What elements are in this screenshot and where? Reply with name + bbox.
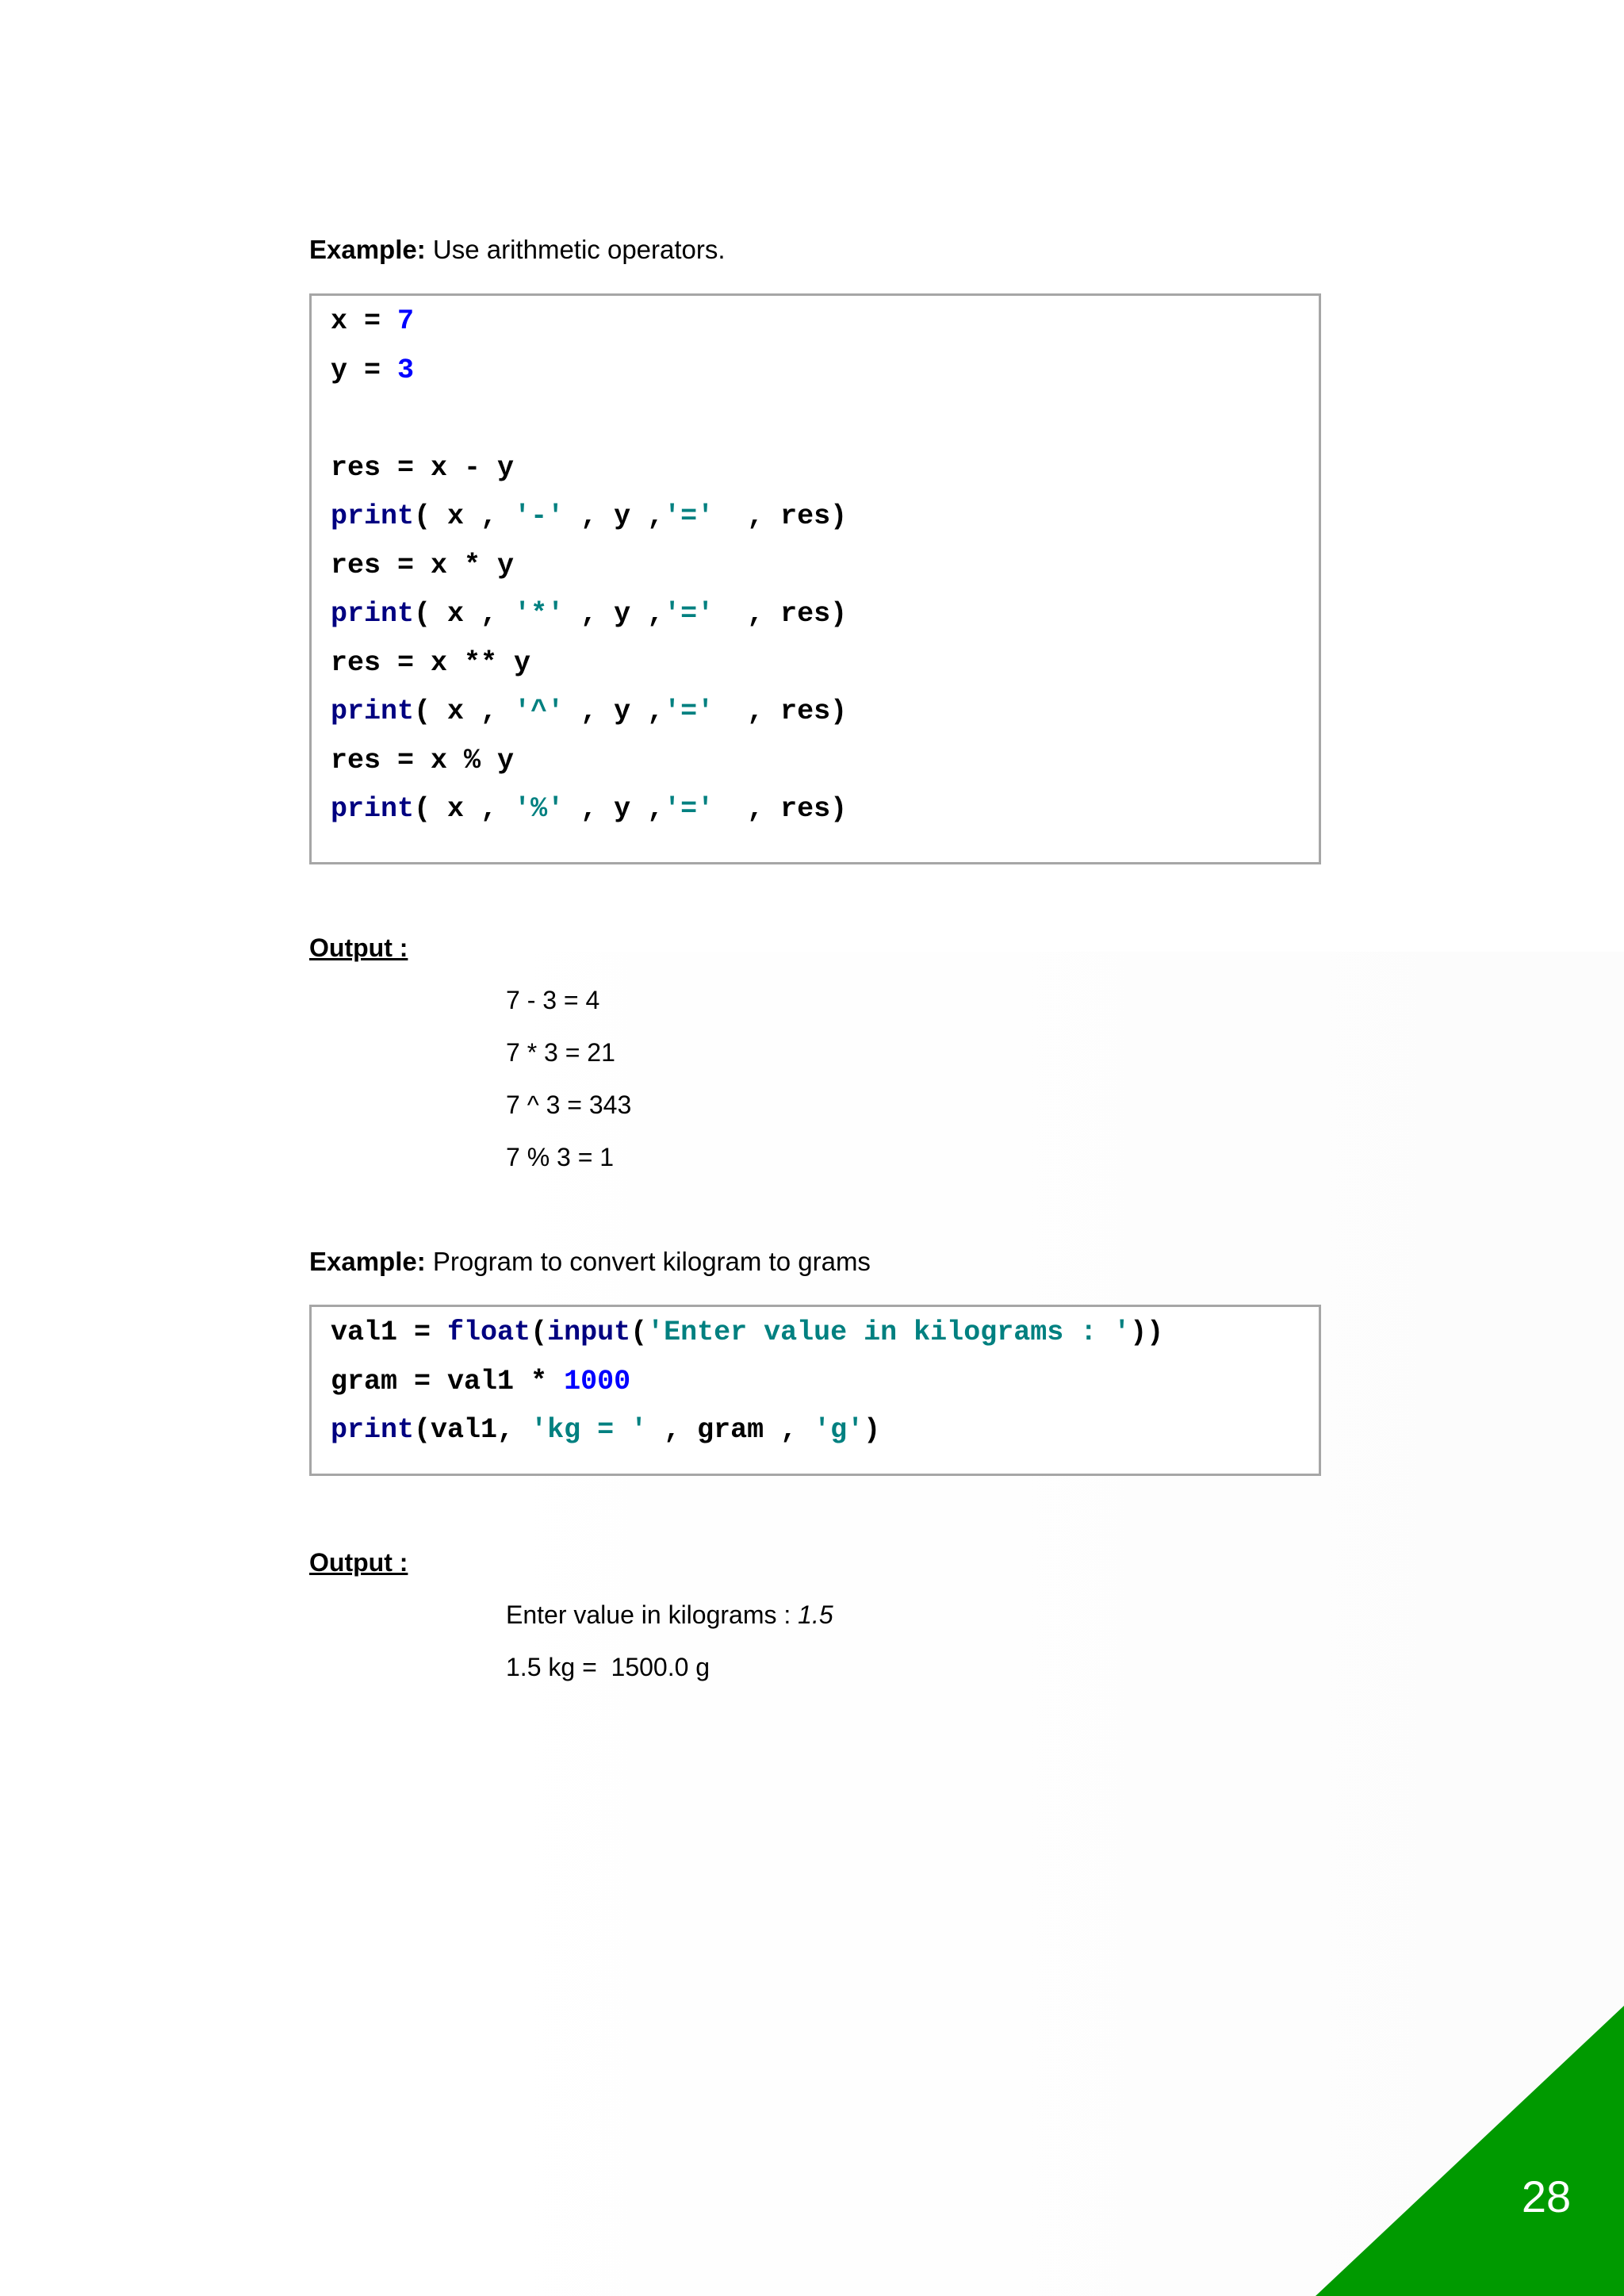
code-token: res = x ** y: [331, 646, 531, 679]
code-line: [331, 646, 530, 680]
code-token: , res): [714, 793, 848, 825]
output-prompt-text: Enter value in kilograms :: [506, 1600, 799, 1629]
example-2-heading: [309, 1246, 871, 1278]
code-token: ): [864, 1414, 881, 1446]
example-1-lead: Example:: [309, 235, 426, 264]
output-line: 7 - 3 = 4: [506, 986, 600, 1014]
output-label-1: Output :: [309, 933, 408, 962]
page-number: 28: [1521, 2171, 1572, 2221]
code-token: ( x ,: [414, 793, 515, 825]
output-label-2: Output :: [309, 1548, 408, 1577]
output-line: 7 * 3 = 21: [506, 1038, 615, 1067]
code-token: '=': [664, 696, 714, 727]
code-token: , y ,: [564, 793, 665, 825]
code-token: , y ,: [564, 696, 665, 727]
code-line: [331, 353, 414, 388]
code-block-arithmetic: [309, 293, 1321, 864]
code-token: , y ,: [564, 598, 665, 630]
code-token: )): [1130, 1317, 1164, 1348]
code-token: print: [331, 598, 415, 630]
code-token: print: [331, 1414, 415, 1446]
code-token: res = x * y: [331, 549, 515, 581]
code-token: (val1,: [414, 1414, 531, 1446]
code-token: 'g': [814, 1414, 864, 1446]
output-prompt-line: [506, 1599, 833, 1631]
code-token: 1000: [564, 1365, 631, 1397]
example-1-description: Use arithmetic operators.: [425, 235, 726, 264]
code-line: [331, 1412, 880, 1447]
code-token: input: [547, 1317, 631, 1348]
code-token: '=': [664, 598, 714, 630]
example-1-heading: [309, 234, 726, 266]
code-token: 3: [397, 354, 415, 386]
code-token: val1 =: [331, 1317, 448, 1348]
code-token: x =: [331, 305, 398, 337]
code-line: [331, 548, 514, 583]
code-token: print: [331, 793, 415, 825]
code-token: (: [530, 1317, 548, 1348]
output-result-line: 1.5 kg = 1500.0 g: [506, 1653, 710, 1681]
code-line: [331, 792, 847, 826]
example-2-lead: Example:: [309, 1247, 426, 1276]
code-block-kg-to-grams: [309, 1305, 1321, 1476]
output-line: 7 ^ 3 = 343: [506, 1091, 632, 1119]
code-token: 'kg = ': [530, 1414, 648, 1446]
code-token: '-': [514, 500, 565, 532]
code-token: '=': [664, 500, 714, 532]
code-line: [331, 1364, 630, 1399]
code-line: [331, 694, 847, 729]
code-token: '*': [514, 598, 565, 630]
code-token: , y ,: [564, 500, 665, 532]
code-token: ( x ,: [414, 696, 515, 727]
code-token: float: [447, 1317, 531, 1348]
code-token: '^': [514, 696, 565, 727]
output-user-input: 1.5: [798, 1600, 833, 1629]
code-token: print: [331, 696, 415, 727]
code-token: 'Enter value in kilograms : ': [647, 1317, 1131, 1348]
code-line: [331, 1315, 1163, 1350]
code-token: , gram ,: [647, 1414, 814, 1446]
example-2-description: Program to convert kilogram to grams: [425, 1247, 871, 1276]
code-token: , res): [714, 696, 848, 727]
code-token: res = x - y: [331, 451, 515, 484]
code-token: print: [331, 500, 415, 532]
output-line: 7 % 3 = 1: [506, 1143, 615, 1171]
code-line: [331, 499, 847, 534]
code-token: '=': [664, 793, 714, 825]
code-token: (: [630, 1317, 648, 1348]
code-line: [331, 450, 514, 485]
code-token: gram = val1 *: [331, 1365, 565, 1397]
code-token: y =: [331, 354, 398, 386]
code-line: [331, 304, 414, 339]
code-line: [331, 596, 847, 631]
code-token: res = x % y: [331, 744, 515, 776]
code-line: [331, 743, 514, 778]
code-token: , res): [714, 500, 848, 532]
code-token: ( x ,: [414, 598, 515, 630]
code-token: '%': [514, 793, 565, 825]
code-token: 7: [397, 305, 415, 337]
code-token: ( x ,: [414, 500, 515, 532]
corner-triangle: [1316, 2006, 1624, 2296]
code-token: , res): [714, 598, 848, 630]
